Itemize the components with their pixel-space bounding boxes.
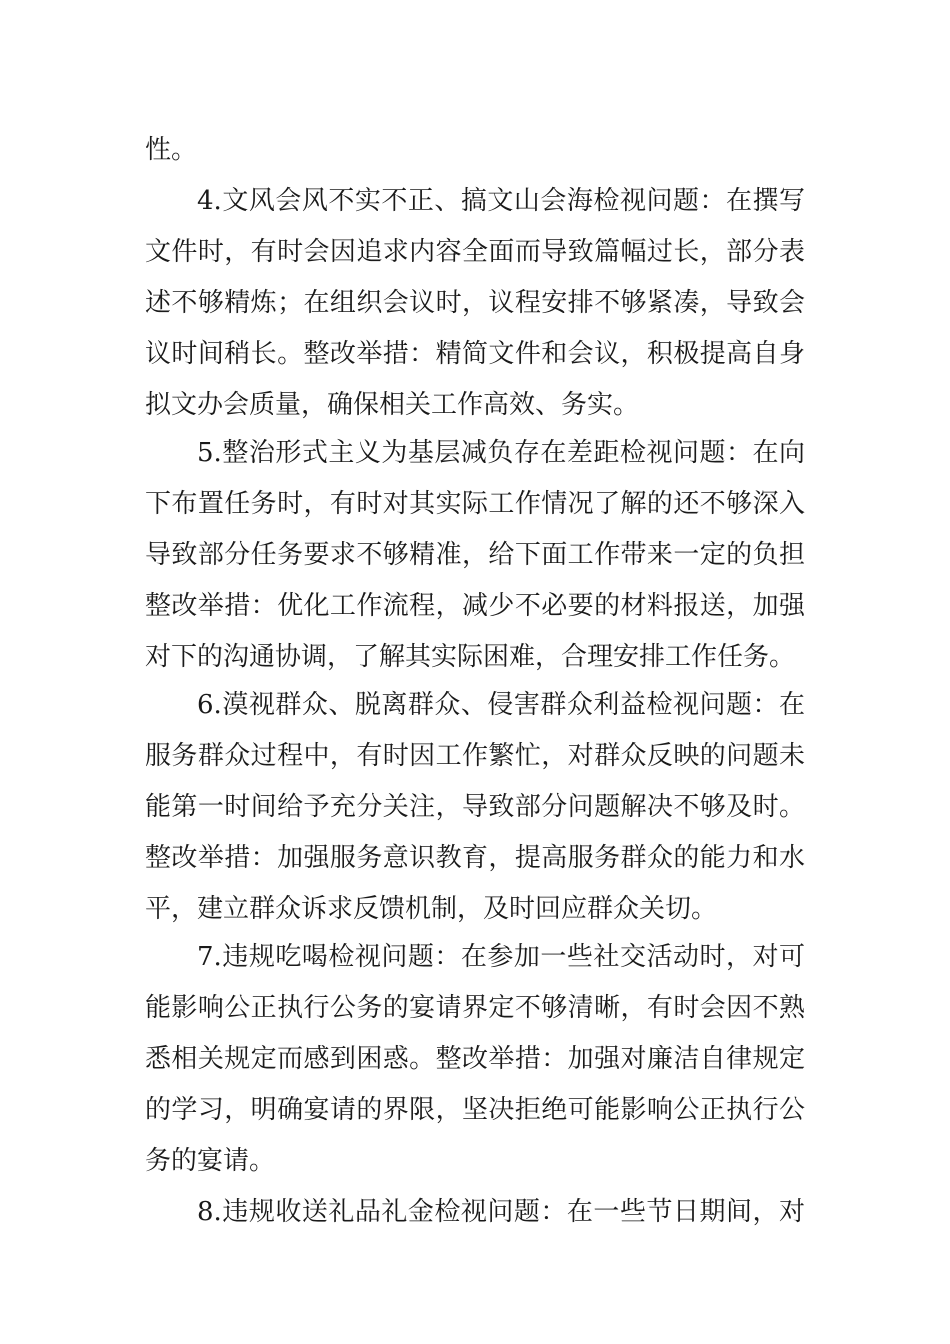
text-line: 整改举措：加强服务意识教育，提高服务群众的能力和水 — [145, 843, 805, 873]
text-line: 4.文风会风不实不正、搞文山会海检视问题：在撰写 — [197, 186, 805, 216]
text-line: 7.违规吃喝检视问题：在参加一些社交活动时，对可 — [197, 942, 805, 972]
text-line: 平，建立群众诉求反馈机制，及时回应群众关切。 — [145, 894, 718, 924]
text-line: 务的宴请。 — [145, 1146, 276, 1176]
text-line: 文件时，有时会因追求内容全面而导致篇幅过长，部分表 — [145, 237, 805, 267]
text-line: 性。 — [145, 135, 198, 165]
text-line: 述不够精炼；在组织会议时，议程安排不够紧凑，导致会 — [145, 288, 805, 318]
text-line: 能影响公正执行公务的宴请界定不够清晰，有时会因不熟 — [145, 993, 805, 1023]
text-line: 拟文办会质量，确保相关工作高效、务实。 — [145, 390, 640, 420]
text-line: 的学习，明确宴请的界限，坚决拒绝可能影响公正执行公 — [145, 1095, 805, 1125]
text-line: 议时间稍长。整改举措：精简文件和会议，积极提高自身 — [145, 339, 805, 369]
text-line: 下布置任务时，有时对其实际工作情况了解的还不够深入 — [145, 489, 805, 519]
text-line: 8.违规收送礼品礼金检视问题：在一些节日期间，对 — [197, 1197, 805, 1227]
text-line: 整改举措：优化工作流程，减少不必要的材料报送，加强 — [145, 591, 805, 621]
text-line: 6.漠视群众、脱离群众、侵害群众利益检视问题：在 — [197, 690, 805, 720]
text-line: 对下的沟通协调，了解其实际困难，合理安排工作任务。 — [145, 642, 796, 672]
text-line: 导致部分任务要求不够精准，给下面工作带来一定的负担 — [145, 540, 805, 570]
text-line: 能第一时间给予充分关注，导致部分问题解决不够及时。 — [145, 792, 805, 822]
text-line: 悉相关规定而感到困惑。整改举措：加强对廉洁自律规定 — [145, 1044, 805, 1074]
text-line: 服务群众过程中，有时因工作繁忙，对群众反映的问题未 — [145, 741, 805, 771]
text-line: 5.整治形式主义为基层减负存在差距检视问题：在向 — [197, 438, 805, 468]
